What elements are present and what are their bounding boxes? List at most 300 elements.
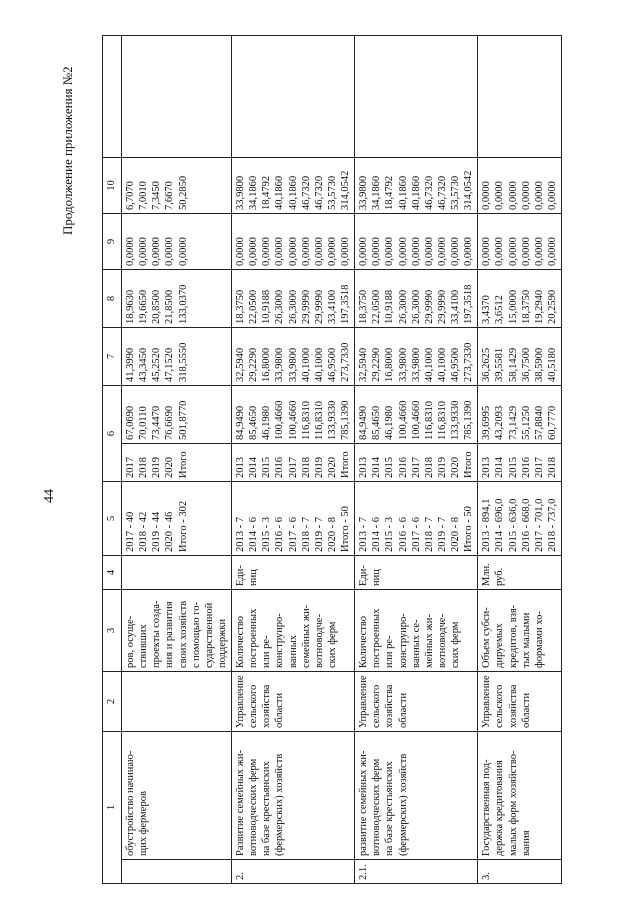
total-funding-line: 785,1390 <box>463 400 475 440</box>
unit-line: ниц <box>371 569 383 586</box>
regional-funding-line: 15,0000 <box>507 289 519 324</box>
years-line: 2018 <box>138 457 150 478</box>
regional-funding-line: 18,9630 <box>125 289 136 324</box>
regional-funding-line: 33,4100 <box>326 289 338 324</box>
regional-funding-line: 19,6650 <box>138 289 150 324</box>
years-line: Итого <box>463 451 475 478</box>
indicator-line: ствивших <box>138 624 150 668</box>
event-name-line: вания <box>520 830 532 856</box>
regional-funding-line: 22,0500 <box>371 289 383 324</box>
indicator-line: мейных жи- <box>423 614 435 668</box>
total-funding-line: 55,1250 <box>520 405 532 440</box>
local-funding-line: 0,0000 <box>494 237 506 266</box>
target-values-line: 2019 - 44 <box>151 511 163 552</box>
page-number: 44 <box>42 489 57 503</box>
other-funding-line: 40,1860 <box>410 175 422 210</box>
other-funding-line: 46,7320 <box>300 175 312 210</box>
other-funding-line: 34,1860 <box>248 175 260 210</box>
spacer-cell <box>122 36 232 158</box>
event-name-line: (фермерских) хозяйств <box>274 753 286 856</box>
local-funding-line: 0,0000 <box>164 237 176 266</box>
years-line: 2017 <box>533 457 545 478</box>
total-funding-line: 46,1980 <box>261 405 273 440</box>
years-line: 2014 <box>248 457 260 478</box>
total-funding-line: 133,9330 <box>450 400 461 440</box>
years-line: 2017 <box>287 457 299 478</box>
other-funding-line: 34,1860 <box>371 175 383 210</box>
spacer-cell <box>478 36 562 158</box>
years-line: 2014 <box>371 457 383 478</box>
years-line: 2020 <box>164 457 176 478</box>
unit-line: Еди- <box>235 565 246 586</box>
local-funding-line: 0,0000 <box>410 237 422 266</box>
regional-funding-line: 26,3000 <box>287 289 299 324</box>
federal-funding-line: 43,3450 <box>138 347 150 382</box>
target-values-line: 2017 - 701,0 <box>533 498 545 552</box>
total-funding-line: 100,4660 <box>397 400 409 440</box>
row-number-cell: 2.1. <box>355 860 478 884</box>
regional-funding-line: 29,9990 <box>300 289 312 324</box>
total-funding-line: 43,2093 <box>494 405 506 440</box>
executor-cell <box>478 672 562 732</box>
other-funding-line: 46,7320 <box>436 175 448 210</box>
row-number-cell <box>122 860 232 884</box>
regional-funding-line: 133,0370 <box>177 284 189 324</box>
target-values-line: 2016 - 6 <box>397 517 409 552</box>
federal-funding-line: 46,9500 <box>450 347 461 382</box>
federal-funding-line: 273,7330 <box>340 342 351 382</box>
target-values-line: 2015 - 3 <box>384 517 396 552</box>
event-name-cell <box>478 732 562 860</box>
executor-line: Управление <box>481 675 493 728</box>
other-funding-line: 7,3450 <box>151 181 163 210</box>
years-cell <box>122 444 232 482</box>
local-funding-line: 0,0000 <box>423 237 435 266</box>
local-funding-line: 0,0000 <box>520 237 532 266</box>
local-funding-line: 0,0000 <box>340 237 351 266</box>
regional-funding-cell <box>355 270 478 328</box>
regional-funding-line: 10,9188 <box>384 289 396 324</box>
event-name-line: Государственная под- <box>481 759 493 856</box>
indicator-line: построенных <box>371 608 383 668</box>
years-line: 2018 <box>546 457 558 478</box>
federal-funding-line: 33,9800 <box>287 347 299 382</box>
col-header-10: 10 <box>103 158 122 214</box>
target-values-line: 2020 - 8 <box>326 517 338 552</box>
federal-funding-line: 46,9500 <box>326 347 338 382</box>
total-funding-cell <box>232 386 355 444</box>
other-funding-line: 0,0000 <box>546 181 558 210</box>
unit-line: Еди- <box>358 565 370 586</box>
indicator-line: ванных се- <box>410 619 422 668</box>
total-funding-line: 501,8770 <box>177 400 189 440</box>
spacer-cell <box>232 36 355 158</box>
total-funding-line: 785,1390 <box>340 400 351 440</box>
regional-funding-line: 29,9990 <box>423 289 435 324</box>
local-funding-line: 0,0000 <box>326 237 338 266</box>
total-funding-line: 70,0110 <box>138 406 150 440</box>
local-funding-cell <box>122 214 232 270</box>
indicator-line: или ре- <box>384 635 396 668</box>
years-line: 2020 <box>326 457 338 478</box>
federal-funding-line: 32,5940 <box>358 347 370 382</box>
other-funding-line: 0,0000 <box>507 181 519 210</box>
program-table <box>102 35 562 884</box>
table-row <box>478 36 562 884</box>
federal-funding-line: 41,3990 <box>125 347 136 382</box>
other-funding-line: 46,7320 <box>313 175 325 210</box>
federal-funding-cell <box>355 328 478 386</box>
local-funding-line: 0,0000 <box>533 237 545 266</box>
local-funding-line: 0,0000 <box>507 237 519 266</box>
other-funding-line: 53,5730 <box>326 175 338 210</box>
col-header-4: 4 <box>103 556 122 590</box>
local-funding-line: 0,0000 <box>177 237 189 266</box>
other-funding-line: 18,4792 <box>261 175 273 210</box>
indicator-line: поддержки <box>216 618 228 668</box>
target-values-line: Итого - 50 <box>463 506 475 552</box>
other-funding-cell <box>355 158 478 214</box>
federal-funding-line: 16,8000 <box>384 347 396 382</box>
other-funding-line: 53,5730 <box>450 175 461 210</box>
indicator-line: тых малыми <box>520 612 532 668</box>
other-funding-line: 0,0000 <box>520 181 532 210</box>
target-values-line: 2013 - 7 <box>235 517 246 552</box>
event-name-line: обустройство начинаю- <box>125 750 136 856</box>
col-header-9: 9 <box>103 214 122 270</box>
regional-funding-line: 3,6512 <box>494 295 506 324</box>
event-name-line: Развитие семейных жи- <box>235 749 246 856</box>
total-funding-line: 100,4660 <box>274 400 286 440</box>
total-funding-line: 67,0690 <box>125 405 136 440</box>
indicator-line: ния и развития <box>164 601 176 668</box>
years-line: Итого <box>340 451 351 478</box>
target-values-line: 2014 - 6 <box>248 517 260 552</box>
total-funding-line: 116,8310 <box>313 401 325 440</box>
executor-line: сельского <box>371 684 383 728</box>
row-number-cell: 3. <box>478 860 562 884</box>
years-line: 2017 <box>125 457 136 478</box>
indicator-line: Количество <box>358 615 370 668</box>
indicator-cell <box>232 590 355 672</box>
total-funding-line: 116,8310 <box>300 401 312 440</box>
local-funding-line: 0,0000 <box>151 237 163 266</box>
col-header-7: 7 <box>103 328 122 386</box>
regional-funding-line: 26,3000 <box>274 289 286 324</box>
federal-funding-line: 58,1429 <box>507 347 519 382</box>
regional-funding-line: 29,9990 <box>436 289 448 324</box>
federal-funding-line: 45,2520 <box>151 347 163 382</box>
target-values-cell <box>478 482 562 556</box>
table-row <box>355 36 478 884</box>
executor-line: Управление <box>235 675 246 728</box>
indicator-line: ских ферм <box>450 621 461 668</box>
local-funding-line: 0,0000 <box>546 237 558 266</box>
executor-line: хозяйства <box>261 684 273 728</box>
executor-line: сельского <box>248 684 260 728</box>
event-name-line: на базе крестьянских <box>261 761 273 856</box>
executor-line: сельского <box>494 684 506 728</box>
other-funding-line: 314,0542 <box>340 170 351 210</box>
total-funding-cell <box>355 386 478 444</box>
total-funding-line: 116,8310 <box>423 401 435 440</box>
other-funding-cell <box>122 158 232 214</box>
target-values-line: Итого - 302 <box>177 500 189 552</box>
indicator-cell <box>355 590 478 672</box>
header-row <box>103 36 122 884</box>
target-values-line: 2020 - 46 <box>164 511 176 552</box>
indicator-line: кредитов, взя- <box>507 604 519 668</box>
target-values-line: Итого - 50 <box>340 506 351 552</box>
years-line: 2015 <box>384 457 396 478</box>
federal-funding-line: 16,8000 <box>261 347 273 382</box>
indicator-cell <box>478 590 562 672</box>
years-line: 2016 <box>274 457 286 478</box>
other-funding-line: 0,0000 <box>533 181 545 210</box>
table-rotation-wrapper <box>102 36 630 884</box>
target-values-line: 2016 - 6 <box>274 517 286 552</box>
indicator-line: Количество <box>235 615 246 668</box>
federal-funding-line: 47,1520 <box>164 347 176 382</box>
local-funding-line: 0,0000 <box>358 237 370 266</box>
federal-funding-line: 36,2625 <box>481 347 493 382</box>
local-funding-line: 0,0000 <box>287 237 299 266</box>
years-line: 2019 <box>151 457 163 478</box>
executor-line: Управление <box>358 675 370 728</box>
event-name-line: вотноводческих ферм <box>248 758 260 856</box>
indicator-line: ванных <box>287 634 299 668</box>
other-funding-cell <box>478 158 562 214</box>
local-funding-line: 0,0000 <box>300 237 312 266</box>
target-values-line: 2014 - 6 <box>371 517 383 552</box>
indicator-line: или ре- <box>261 635 273 668</box>
col-header-5: 5 <box>103 482 122 556</box>
indicator-line: конструиро- <box>397 613 409 668</box>
federal-funding-line: 36,7500 <box>520 347 532 382</box>
local-funding-line: 0,0000 <box>436 237 448 266</box>
indicator-line: вотноводче- <box>436 613 448 668</box>
executor-line: области <box>274 692 286 728</box>
years-line: 2018 <box>300 457 312 478</box>
total-funding-line: 60,7770 <box>546 405 558 440</box>
regional-funding-line: 26,3000 <box>410 289 422 324</box>
regional-funding-line: 22,0500 <box>248 289 260 324</box>
regional-funding-line: 21,8500 <box>164 289 176 324</box>
total-funding-line: 73,4470 <box>151 405 163 440</box>
federal-funding-line: 273,7330 <box>463 342 475 382</box>
indicator-line: Объем субси- <box>481 607 493 668</box>
total-funding-line: 133,9330 <box>326 400 338 440</box>
years-line: 2020 <box>450 457 461 478</box>
table-row <box>122 36 232 884</box>
target-values-line: 2013 - 894,1 <box>481 498 493 552</box>
unit-cell <box>122 556 232 590</box>
regional-funding-line: 3,4370 <box>481 295 493 324</box>
other-funding-line: 18,4792 <box>384 175 396 210</box>
local-funding-line: 0,0000 <box>384 237 396 266</box>
target-values-line: 2019 - 7 <box>436 517 448 552</box>
indicator-line: ров, осуще- <box>125 615 136 668</box>
target-values-line: 2016 - 668,0 <box>520 498 532 552</box>
federal-funding-line: 40,5180 <box>546 347 558 382</box>
indicator-line: ских ферм <box>326 621 338 668</box>
other-funding-line: 6,7070 <box>125 181 136 210</box>
col-header-6: 6 <box>103 386 122 482</box>
regional-funding-line: 20,2590 <box>546 289 558 324</box>
other-funding-line: 50,2850 <box>177 175 189 210</box>
other-funding-cell <box>232 158 355 214</box>
total-funding-line: 73,1429 <box>507 405 519 440</box>
local-funding-line: 0,0000 <box>261 237 273 266</box>
target-values-line: 2014 - 696,0 <box>494 498 506 552</box>
unit-cell <box>355 556 478 590</box>
indicator-line: формами хо- <box>533 611 545 668</box>
other-funding-line: 33,9800 <box>358 175 370 210</box>
other-funding-line: 0,0000 <box>494 181 506 210</box>
years-line: 2019 <box>313 457 325 478</box>
target-values-line: 2017 - 6 <box>287 517 299 552</box>
federal-funding-cell <box>122 328 232 386</box>
indicator-line: сударственной <box>203 602 215 668</box>
unit-cell <box>232 556 355 590</box>
years-line: 2016 <box>397 457 409 478</box>
indicator-line: семейных жи- <box>300 604 312 668</box>
years-line: 2015 <box>507 457 519 478</box>
event-name-line: (фермерских) хозяйств <box>397 753 409 856</box>
years-line: 2015 <box>261 457 273 478</box>
rotated-table-area <box>102 36 630 884</box>
years-line: 2017 <box>410 457 422 478</box>
years-line: Итого <box>177 451 189 478</box>
regional-funding-cell <box>478 270 562 328</box>
target-values-line: 2015 - 3 <box>261 517 273 552</box>
local-funding-line: 0,0000 <box>235 237 246 266</box>
executor-line: хозяйства <box>507 684 519 728</box>
table-row <box>232 36 355 884</box>
local-funding-cell <box>232 214 355 270</box>
years-line: 2018 <box>423 457 435 478</box>
regional-funding-line: 29,9990 <box>313 289 325 324</box>
federal-funding-cell <box>232 328 355 386</box>
local-funding-line: 0,0000 <box>397 237 409 266</box>
event-name-line: щих фермеров <box>138 791 150 856</box>
other-funding-line: 7,6670 <box>164 181 176 210</box>
federal-funding-line: 33,9800 <box>397 347 409 382</box>
total-funding-line: 39,6995 <box>481 405 493 440</box>
regional-funding-line: 26,3000 <box>397 289 409 324</box>
unit-line: Млн. <box>481 563 493 586</box>
executor-line: области <box>397 692 409 728</box>
indicator-line: своих хозяйств <box>177 600 189 668</box>
event-name-line: на базе крестьянских <box>384 761 396 856</box>
years-cell <box>232 444 355 482</box>
local-funding-line: 0,0000 <box>450 237 461 266</box>
target-values-line: 2017 - 6 <box>410 517 422 552</box>
spacer-cell <box>355 36 478 158</box>
local-funding-line: 0,0000 <box>125 237 136 266</box>
target-values-line: 2013 - 7 <box>358 517 370 552</box>
other-funding-line: 33,9800 <box>235 175 246 210</box>
federal-funding-line: 318,5550 <box>177 342 189 382</box>
target-values-line: 2018 - 7 <box>423 517 435 552</box>
federal-funding-line: 29,2290 <box>248 347 260 382</box>
regional-funding-cell <box>232 270 355 328</box>
indicator-line: с помощью го- <box>190 602 202 668</box>
federal-funding-line: 33,9800 <box>274 347 286 382</box>
target-values-line: 2018 - 737,0 <box>546 498 558 552</box>
other-funding-line: 0,0000 <box>481 181 493 210</box>
regional-funding-line: 197,3518 <box>463 284 475 324</box>
executor-cell <box>122 672 232 732</box>
executor-cell <box>232 672 355 732</box>
local-funding-line: 0,0000 <box>274 237 286 266</box>
target-values-line: 2017 - 40 <box>125 511 136 552</box>
federal-funding-line: 32,5940 <box>235 347 246 382</box>
local-funding-line: 0,0000 <box>463 237 475 266</box>
event-name-cell <box>232 732 355 860</box>
total-funding-line: 100,4660 <box>410 400 422 440</box>
regional-funding-line: 18,3750 <box>520 289 532 324</box>
event-name-cell <box>355 732 478 860</box>
executor-line: хозяйства <box>384 684 396 728</box>
total-funding-cell <box>478 386 562 444</box>
target-values-cell <box>232 482 355 556</box>
federal-funding-cell <box>478 328 562 386</box>
total-funding-line: 85,4650 <box>371 405 383 440</box>
federal-funding-line: 40,1000 <box>313 347 325 382</box>
event-name-line: развитие семейных жи- <box>358 750 370 856</box>
target-values-cell <box>122 482 232 556</box>
regional-funding-line: 19,2940 <box>533 289 545 324</box>
unit-cell <box>478 556 562 590</box>
local-funding-line: 0,0000 <box>371 237 383 266</box>
total-funding-line: 100,4660 <box>287 400 299 440</box>
federal-funding-line: 40,1000 <box>436 347 448 382</box>
indicator-line: конструиро- <box>274 613 286 668</box>
other-funding-line: 40,1860 <box>397 175 409 210</box>
target-values-line: 2018 - 7 <box>300 517 312 552</box>
col-header-1: 1 <box>103 732 122 884</box>
regional-funding-line: 33,4100 <box>450 289 461 324</box>
col-header-3: 3 <box>103 590 122 672</box>
local-funding-line: 0,0000 <box>481 237 493 266</box>
years-line: 2014 <box>494 457 506 478</box>
total-funding-line: 76,6690 <box>164 405 176 440</box>
unit-line: ниц <box>248 569 260 586</box>
target-values-line: 2015 - 636,0 <box>507 498 519 552</box>
federal-funding-line: 38,5900 <box>533 347 545 382</box>
indicator-line: проекты созда- <box>151 600 163 668</box>
federal-funding-line: 40,1000 <box>300 347 312 382</box>
event-name-cell <box>122 732 232 860</box>
local-funding-cell <box>355 214 478 270</box>
indicator-line: вотноводче- <box>313 613 325 668</box>
regional-funding-line: 18,3750 <box>358 289 370 324</box>
target-values-line: 2019 - 7 <box>313 517 325 552</box>
appendix-label: Продолжение приложения №2 <box>60 66 75 235</box>
target-values-cell <box>355 482 478 556</box>
row-number-cell: 2. <box>232 860 355 884</box>
total-funding-line: 85,4650 <box>248 405 260 440</box>
other-funding-line: 7,0010 <box>138 181 150 210</box>
local-funding-line: 0,0000 <box>313 237 325 266</box>
unit-line: руб. <box>494 567 506 586</box>
indicator-cell <box>122 590 232 672</box>
years-line: 2013 <box>481 457 493 478</box>
indicator-line: построенных <box>248 608 260 668</box>
years-cell <box>355 444 478 482</box>
regional-funding-line: 10,9188 <box>261 289 273 324</box>
